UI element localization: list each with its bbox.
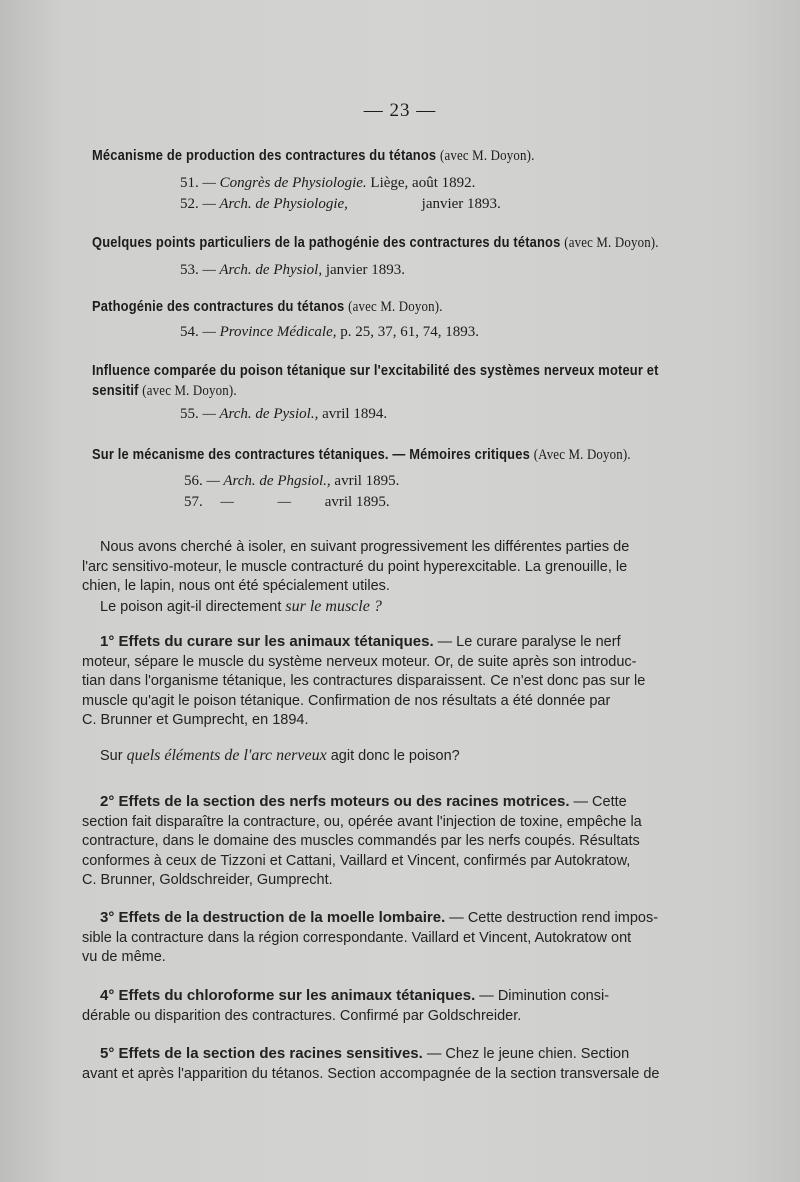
section-title-5: Sur le mécanisme des contractures tétaniques. — Mémoires critiques (Avec M. Doyon). <box>92 446 631 463</box>
section-title-4: Influence comparée du poison tétanique sur l'excitabilité des systèmes nerveux moteur et <box>92 362 659 379</box>
paragraph-section-nerfs: 2° Effets de la section des nerfs moteurs ou des racines motrices. — Cette section fait disparaître la contracture, ou, opérée avant l'injection de toxine, empêche la contracture, dans le domaine des muscles commandés par les nerfs coupés. Résultats conformes à ceux de Tizzoni et Cattani, Vaillard et Vincent, confirmés par Autokratow, C. Brunner, Goldschreider, Gumprecht. <box>82 793 642 888</box>
paragraph-curare: 1° Effets du curare sur les animaux tétaniques. — Le curare paralyse le nerf moteur, sépare le muscle du système nerveux moteur. Or, de suite après son introduc- tian dans l'organisme tétanique, les contractures disparaissent. Ce n'est donc pas sur le muscle qu'agit le poison tétanique. Confirmation de nos résultats a été donnée par C. Brunner et Gumprecht, en 1894. <box>82 633 646 728</box>
section-title-2: Quelques points particuliers de la pathogénie des contractures du tétanos (avec M. Doyon). <box>92 234 659 251</box>
entry-54: 54. — Province Médicale, p. 25, 37, 61, 74, 1893. <box>180 324 479 340</box>
entry-55: 55. — Arch. de Pysiol., avril 1894. <box>180 406 388 422</box>
entry-57: 57. — — avril 1895. <box>184 494 390 510</box>
section-title-3: Pathogénie des contractures du tétanos (avec M. Doyon). <box>92 298 443 315</box>
entry-56: 56. — Arch. de Phgsiol., avril 1895. <box>184 473 400 489</box>
paragraph-moelle: 3° Effets de la destruction de la moelle lombaire. — Cette destruction rend impos- sible la contracture dans la région correspondante. Vaillard et Vincent, Autokratow ont vu de même. <box>82 909 659 965</box>
paragraph-racines-sensitives: 5° Effets de la section des racines sensitives. — Chez le jeune chien. Section avant et après l'apparition du tétanos. Section accompagnée de la section transversale de <box>82 1045 660 1082</box>
section-title-1: Mécanisme de production des contractures du tétanos (avec M. Doyon). <box>92 147 535 164</box>
section-title-4-cont: sensitif (avec M. Doyon). <box>92 382 237 399</box>
entry-53: 53. — Arch. de Physiol, janvier 1893. <box>180 262 405 278</box>
intro-paragraph: Nous avons cherché à isoler, en suivant progressivement les différentes parties de l'arc sensitivo-moteur, le muscle contracturé du point hyperexcitable. La grenouille, le chien, le lapin, nous ont été spécialement utiles. Le poison agit-il directement sur le muscle ? <box>82 539 630 615</box>
question-arc-nerveux: Sur quels éléments de l'arc nerveux agit donc le poison? <box>100 747 460 764</box>
entry-52: 52. — Arch. de Physiologie, janvier 1893. <box>180 196 501 212</box>
entry-51: 51. — Congrès de Physiologie. Liège, août 1892. <box>180 175 476 191</box>
page-number: — 23 — <box>363 100 437 121</box>
paragraph-chloroforme: 4° Effets du chloroforme sur les animaux tétaniques. — Diminution consi- dérable ou disparition des contractures. Confirmé par Goldschreider. <box>82 987 610 1024</box>
